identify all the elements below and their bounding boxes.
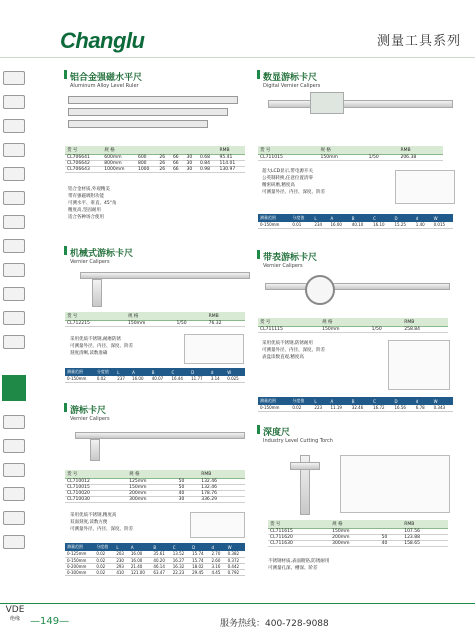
dial-spec-table: 货 号 规 格 RMB CL711115 150mm 1/50 258.84 (258, 318, 448, 333)
table-row: CL710030 300mm 30 336.29 (65, 497, 245, 503)
section-tag-icon (64, 246, 67, 255)
vernier-dimension-table: 测量范围 分度值 L A B C D d W 0-125mm 0.02 203 16.00 35.61 13.52 15.74 2.70 0.382 0-150mm 0.02 230 16.00 40.20 16.27 15.74 2.60 0.372 0-200mm 0.02 293 21.40 46.14 16.32 18.02 3.16 0.442 0-300mm 0.02 410 121.00 63.47 22.23 29.45 4.45 0.792 (65, 543, 245, 576)
sidebar-tool-icon[interactable] (3, 335, 25, 349)
page-header (0, 0, 475, 58)
section-subtitle: Digital Vernier Calipers (263, 83, 321, 89)
table-row: CL706643 1000mm 1000 26 66 30 0.98 130.97 (65, 167, 245, 173)
vernier-features: 采用优质不锈钢,精度高 双面刻度,读数方便 可测量外径、内径、深度、阶差 (70, 513, 133, 532)
mech-spec-table: 货 号 规 格 RMB CL712215 150mm 1/50 76.32 (65, 312, 245, 327)
table-row: 0-150mm 0.02 237 16.00 40.07 16.44 11.77 3.14 0.025 (65, 376, 245, 382)
section-title: 机械式游标卡尺 (70, 249, 134, 259)
sidebar-tool-icon[interactable] (3, 119, 25, 133)
table-row: CL711115 150mm 1/50 258.84 (258, 327, 448, 333)
depth-features: 不锈钢材质,表面镀铬,防锈耐用 可测量孔深、槽深、阶差 (268, 559, 330, 571)
section-title: 带表游标卡尺 (263, 253, 318, 263)
table-row: CL711015 150mm 1/50 206.38 (258, 155, 443, 161)
table-row: CL706642 800mm 800 26 66 30 0.84 114.01 (65, 161, 245, 167)
mech-dimension-table: 测量范围 分度值 L A B C D d W 0-150mm 0.02 237 16.00 40.07 16.44 11.77 3.14 0.025 (65, 368, 245, 383)
sidebar-tool-icon[interactable] (3, 287, 25, 301)
sidebar-tool-icon[interactable] (3, 415, 25, 429)
sidebar-tool-icon[interactable] (3, 511, 25, 525)
sidebar-tool-icon[interactable] (3, 167, 25, 181)
sidebar-tool-icon[interactable] (3, 215, 25, 229)
table-row: 0-200mm 0.02 293 21.40 46.14 16.32 18.02 3.16 0.442 (65, 563, 245, 569)
table-row: CL710012 125mm 50 132.46 (65, 479, 245, 485)
section-tag-icon (64, 70, 67, 79)
page-footer (0, 603, 475, 640)
table-row: CL711615 150mm 107.56 (268, 529, 448, 535)
caliper-jaw-image (90, 439, 100, 461)
dimension-diagram (190, 512, 245, 538)
digital-spec-table: 货 号 规 格 RMB CL711015 150mm 1/50 206.38 (258, 146, 443, 161)
sidebar-tool-icon[interactable] (3, 439, 25, 453)
section-tag-icon (257, 70, 260, 79)
caliper-jaw-image (92, 279, 102, 307)
vernier-spec-table: 货 号 规 格 RMB CL710012 125mm 50 132.46 CL710015 150mm 50 132.46 CL710020 200mm 40 178.76 CL710030 300mm 30 336.29 (65, 470, 245, 503)
section-title: 深度尺 (263, 428, 291, 438)
table-row: 0-150mm 0.02 223 11.19 32.46 16.72 16.56 6.78 0.343 (258, 405, 453, 411)
table-row: CL712215 150mm 1/50 76.32 (65, 321, 245, 327)
digital-features: 超大LCD显示,带电源开关 公英制转换,任意位置清零 精密研磨,精度高 可测量外径、内径、深度、阶差 (262, 169, 325, 195)
page-number: —149— (30, 616, 70, 627)
digital-caliper-image (268, 100, 453, 108)
sidebar-tool-icon[interactable] (3, 191, 25, 205)
mech-features: 采用优质不锈钢,耐磨防锈 可测量外径、内径、深度、阶差 刻度清晰,读数准确 (70, 337, 133, 356)
level-ruler-image (68, 120, 208, 128)
level-ruler-image (68, 108, 228, 116)
sidebar-tool-icon[interactable] (3, 535, 25, 549)
table-row: CL710015 150mm 50 132.46 (65, 485, 245, 491)
section-title: 游标卡尺 (70, 406, 107, 416)
dimension-diagram (184, 334, 244, 364)
section-tag-icon (257, 250, 260, 259)
dial-gauge-image (305, 275, 335, 305)
dimension-diagram (395, 170, 455, 204)
vernier-caliper-image (80, 272, 250, 279)
section-tag-icon (257, 425, 260, 434)
digital-dimension-table: 测量范围 分度值 L A B C D d W 0-150mm 0.01 234 16.00 40.10 16.10 15.25 1.40 0.015 (258, 214, 453, 229)
section-subtitle: Vernier Calipers (70, 416, 110, 422)
section-subtitle: Vernier Calipers (70, 259, 110, 265)
table-row: 0-150mm 0.01 234 16.00 40.10 16.10 15.25 1.40 0.015 (258, 222, 453, 228)
lcd-display-image (310, 92, 344, 114)
dimension-diagram (388, 340, 450, 390)
category-sidebar (0, 65, 28, 622)
service-hotline: 服务热线：400-728-9088 (220, 619, 329, 629)
sidebar-tool-icon[interactable] (3, 311, 25, 325)
depth-spec-table: 货 号 规 格 RMB CL711615 150mm 107.56 CL711620 200mm 50 123.88 CL711630 300mm 40 158.65 (268, 520, 448, 547)
table-row: CL711630 300mm 40 158.65 (268, 541, 448, 547)
table-row: CL711620 200mm 50 123.88 (268, 535, 448, 541)
dial-features: 采用优质不锈钢,防锈耐用 可测量外径、内径、深度、阶差 表盘读数直观,精度高 (262, 341, 325, 360)
section-subtitle: Aluminum Alloy Level Ruler (70, 83, 139, 89)
sidebar-tool-icon[interactable] (3, 71, 25, 85)
sidebar-vde-label[interactable]: VDE 绝缘 (5, 605, 25, 622)
sidebar-tool-icon[interactable] (3, 263, 25, 277)
dimension-diagram (340, 455, 450, 513)
category-title: 测量工具系列 (376, 34, 461, 49)
table-row: 0-125mm 0.02 203 16.00 35.61 13.52 15.74 2.70 0.382 (65, 551, 245, 557)
table-row: CL710020 200mm 40 178.76 (65, 491, 245, 497)
table-row: 0-300mm 0.02 410 121.00 63.47 22.23 29.45 4.45 0.792 (65, 569, 245, 575)
level-ruler-image (68, 96, 238, 104)
sidebar-tool-icon[interactable] (3, 239, 25, 253)
brand-logo: Changlu (60, 28, 145, 53)
sidebar-tool-icon[interactable] (3, 463, 25, 477)
levels-spec-table: 货 号 规 格 RMB CL706641 600mm 600 26 66 30 0.68 95.41 CL706642 800mm 800 26 66 30 0.84 114.01 CL706643 1000mm 1000 26 66 30 0.98 130.97 (65, 146, 245, 173)
dial-caliper-image (265, 283, 450, 290)
sidebar-tool-icon[interactable] (3, 143, 25, 157)
section-tag-icon (64, 403, 67, 412)
sidebar-tool-icon[interactable] (3, 487, 25, 501)
table-row: CL706641 600mm 600 26 66 30 0.68 95.41 (65, 155, 245, 161)
vernier-caliper-image (75, 432, 245, 439)
levels-features: 铝合金材质,外观精美 带有强磁吸附功能 可测水平、垂直、45°角 精度高,坚固耐用 适合各种场合使用 (68, 187, 117, 220)
section-title: 铝合金强磁水平尺 (70, 73, 143, 83)
section-subtitle: Vernier Calipers (263, 263, 303, 269)
section-subtitle: Industry Level Cutting Torch (263, 438, 333, 444)
sidebar-tool-icon[interactable] (3, 95, 25, 109)
section-title: 数显游标卡尺 (263, 73, 318, 83)
table-row: 0-150mm 0.02 230 16.00 40.20 16.27 15.74 2.60 0.372 (65, 557, 245, 563)
sidebar-active-ruler-icon[interactable] (2, 375, 26, 401)
dial-dimension-table: 测量范围 分度值 L A B C D d W 0-150mm 0.02 223 11.19 32.46 16.72 16.56 6.78 0.343 (258, 397, 453, 412)
depth-gauge-base-image (290, 462, 320, 470)
